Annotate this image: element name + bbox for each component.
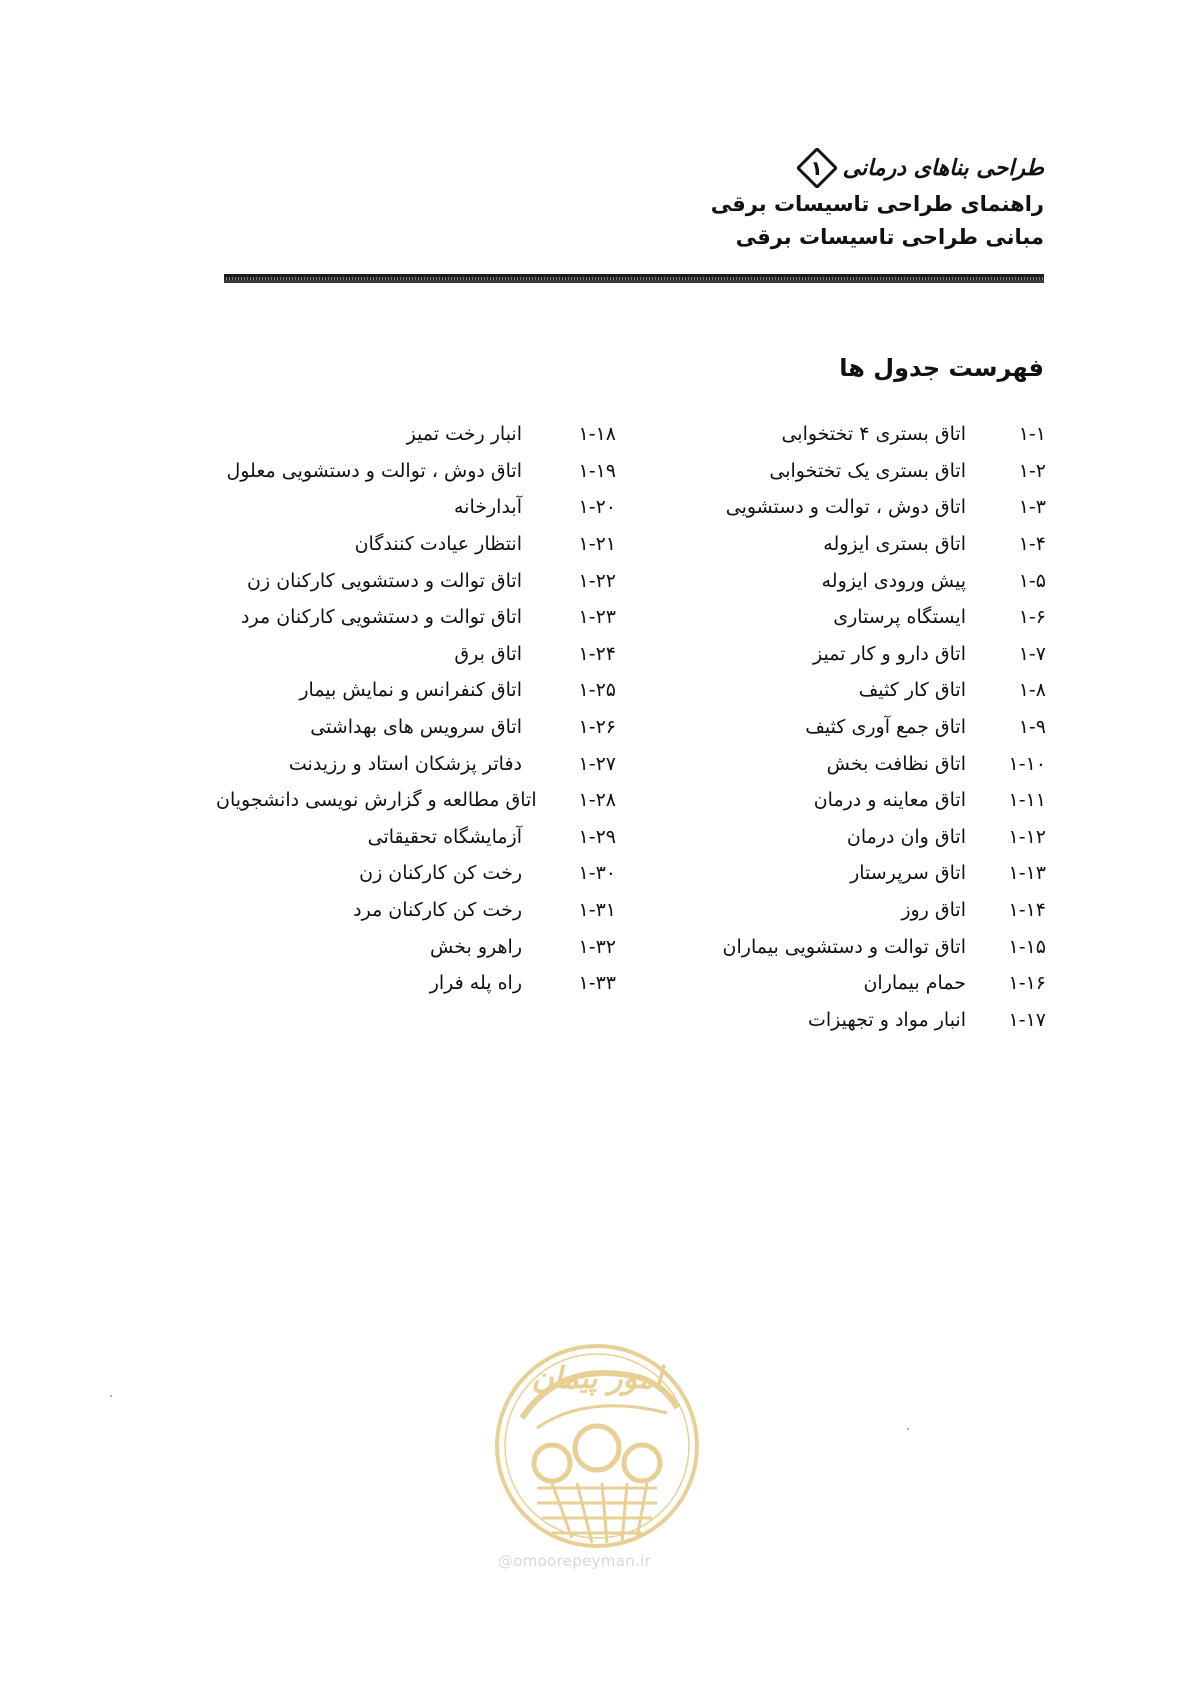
table-number: ۱-۲۲: [578, 569, 616, 592]
table-title: اتاق دوش ، توالت و دستشویی معلول: [226, 459, 522, 482]
table-number: ۱-۱: [1018, 423, 1046, 446]
table-title: آزمایشگاه تحقیقاتی: [367, 825, 522, 848]
table-entry: [616, 928, 1046, 965]
volume-diamond-icon: [797, 148, 837, 188]
table-entry: [616, 782, 1046, 819]
table-entry: [216, 489, 616, 526]
table-entry: [216, 928, 616, 965]
table-title: آبدارخانه: [453, 496, 522, 519]
table-number: ۱-۲۱: [578, 533, 616, 556]
table-title: اتاق توالت و دستشویی کارکنان زن: [247, 569, 522, 592]
table-entry: [216, 453, 616, 490]
table-number: ۱-۲۰: [578, 496, 616, 519]
table-number: ۱-۸: [1018, 679, 1046, 702]
table-entry: [216, 782, 616, 819]
table-number: ۱-۲۳: [578, 606, 616, 629]
table-entry: [616, 562, 1046, 599]
table-entry: [216, 599, 616, 636]
table-entry: [616, 453, 1046, 490]
table-entry: [216, 855, 616, 892]
table-number: ۱-۳: [1018, 496, 1046, 519]
table-title: اتاق روز: [901, 899, 966, 922]
table-entry: [616, 819, 1046, 856]
table-title: اتاق سرویس های بهداشتی: [310, 716, 522, 739]
table-entry: [216, 526, 616, 563]
table-number: ۱-۴: [1018, 533, 1046, 556]
scan-speck: [110, 1395, 112, 1397]
table-list-left: [216, 416, 616, 1002]
table-title: دفاتر پزشکان استاد و رزیدنت: [288, 752, 522, 775]
table-title: ایستگاه پرستاری: [833, 606, 966, 629]
table-title: اتاق نظافت بخش: [826, 752, 966, 775]
section-title: فهرست جدول ها: [839, 354, 1044, 382]
table-title: اتاق کنفرانس و نمایش بیمار: [299, 679, 522, 702]
table-entry: [216, 636, 616, 673]
watermark-logo: [492, 1338, 702, 1553]
table-number: ۱-۲۸: [578, 789, 616, 812]
header-subsubtitle: مبانی طراحی تاسیسات برقی: [735, 225, 1044, 249]
table-entry: [616, 892, 1046, 929]
table-title: اتاق بستری یک تختخوابی: [769, 459, 966, 482]
table-number: ۱-۱۰: [1008, 752, 1046, 775]
table-title: اتاق مطالعه و گزارش نویسی دانشجویان: [216, 789, 537, 812]
table-number: ۱-۷: [1018, 642, 1046, 665]
table-entry: [216, 672, 616, 709]
table-entry: [216, 562, 616, 599]
table-entry: [216, 965, 616, 1002]
table-number: ۱-۱۶: [1008, 972, 1046, 995]
table-entry: [616, 636, 1046, 673]
scan-speck: [907, 1428, 909, 1430]
table-entry: [216, 819, 616, 856]
header-rule: [224, 274, 1044, 283]
table-number: ۱-۱۲: [1008, 825, 1046, 848]
table-number: ۱-۱۴: [1008, 899, 1046, 922]
table-title: اتاق دارو و کار تمیز: [812, 642, 966, 665]
table-number: ۱-۳۱: [578, 899, 616, 922]
table-title: راه پله فرار: [429, 972, 522, 995]
watermark-url: @omoorepeyman.ir: [498, 1552, 652, 1570]
page-header: [224, 148, 1044, 254]
table-entry: [216, 709, 616, 746]
table-entry: [616, 599, 1046, 636]
table-title: اتاق دوش ، توالت و دستشویی: [725, 496, 966, 519]
volume-number: ۱: [810, 156, 823, 180]
table-number: ۱-۲۷: [578, 752, 616, 775]
table-title: اتاق معاینه و درمان: [813, 789, 966, 812]
table-entry: [216, 745, 616, 782]
table-number: ۱-۱۳: [1008, 862, 1046, 885]
table-number: ۱-۱۵: [1008, 935, 1046, 958]
table-title: رخت کن کارکنان زن: [359, 862, 522, 885]
table-entry: [216, 416, 616, 453]
series-title: طراحی بناهای درمانی: [842, 155, 1044, 181]
table-number: ۱-۳۰: [578, 862, 616, 885]
table-entry: [616, 526, 1046, 563]
table-number: ۱-۲۹: [578, 825, 616, 848]
table-title: اتاق وان درمان: [846, 825, 966, 848]
table-entry: [616, 709, 1046, 746]
table-number: ۱-۹: [1018, 716, 1046, 739]
table-number: ۱-۵: [1018, 569, 1046, 592]
table-number: ۱-۲: [1018, 459, 1046, 482]
header-subtitle: راهنمای طراحی تاسیسات برقی: [710, 192, 1044, 216]
table-number: ۱-۱۸: [578, 423, 616, 446]
table-title: اتاق سرپرستار: [850, 862, 966, 885]
table-list-right: [616, 416, 1046, 1038]
series-row: [224, 148, 1044, 188]
table-number: ۱-۱۷: [1008, 1008, 1046, 1031]
table-entry: [616, 672, 1046, 709]
table-title: انبار مواد و تجهیزات: [808, 1008, 966, 1031]
table-number: ۱-۶: [1018, 606, 1046, 629]
table-title: رخت کن کارکنان مرد: [353, 899, 522, 922]
table-entry: [616, 416, 1046, 453]
table-title: اتاق جمع آوری کثیف: [805, 716, 966, 739]
table-title: اتاق کار کثیف: [858, 679, 966, 702]
table-entry: [616, 489, 1046, 526]
table-entry: [616, 965, 1046, 1002]
table-entry: [616, 1002, 1046, 1039]
table-number: ۱-۲۵: [578, 679, 616, 702]
table-title: اتاق برق: [454, 642, 522, 665]
table-title: حمام بیماران: [863, 972, 966, 995]
table-number: ۱-۲۶: [578, 716, 616, 739]
table-number: ۱-۲۴: [578, 642, 616, 665]
table-title: راهرو بخش: [430, 935, 522, 958]
table-number: ۱-۱۹: [578, 459, 616, 482]
table-title: اتاق توالت و دستشویی بیماران: [722, 935, 966, 958]
table-number: ۱-۱۱: [1008, 789, 1046, 812]
table-title: اتاق بستری ۴ تختخوابی: [781, 423, 966, 446]
table-entry: [216, 892, 616, 929]
table-title: اتاق بستری ایزوله: [823, 533, 966, 556]
table-title: انتظار عیادت کنندگان: [354, 533, 522, 556]
table-title: پیش ورودی ایزوله: [821, 569, 966, 592]
table-title: اتاق توالت و دستشویی کارکنان مرد: [241, 606, 522, 629]
table-entry: [616, 855, 1046, 892]
table-title: انبار رخت تمیز: [406, 423, 522, 446]
watermark-logo-text: امور پیمان: [531, 1361, 663, 1396]
table-number: ۱-۳۳: [578, 972, 616, 995]
table-entry: [616, 745, 1046, 782]
table-number: ۱-۳۲: [578, 935, 616, 958]
